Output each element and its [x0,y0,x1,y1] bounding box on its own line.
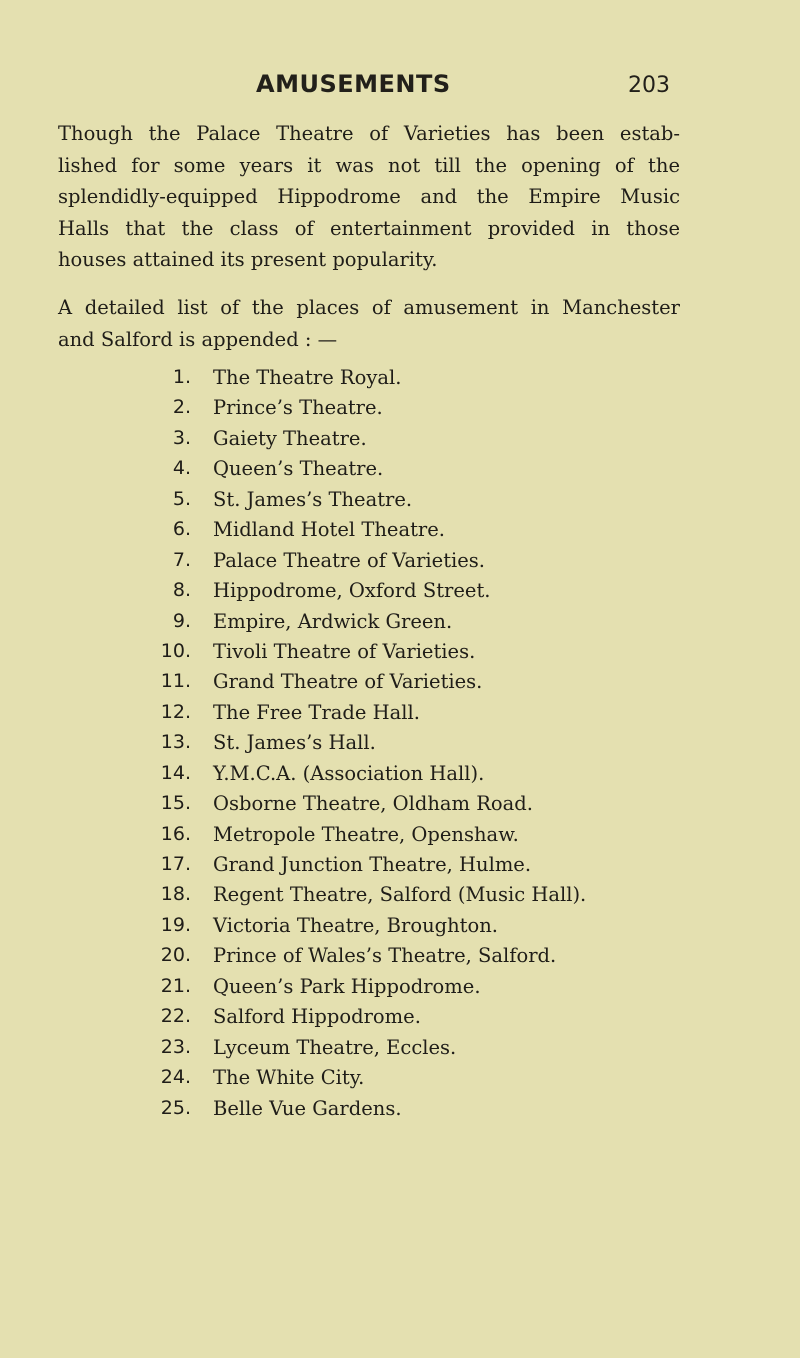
list-item-number: 5. [172,487,191,510]
amusement-list [0,366,800,1127]
list-item [0,610,800,640]
list-item [0,488,800,518]
list-item-number: 14. [160,761,191,784]
running-title: AMUSEMENTS [256,70,451,98]
list-item-name: St. James’s Theatre. [213,487,413,511]
list-item-name: Regent Theatre, Salford (Music Hall). [213,883,587,907]
list-item [0,366,800,396]
list-item-number: 1. [172,366,191,388]
list-item [0,975,800,1005]
page-number: 203 [628,73,670,98]
list-item-name: Grand Junction Theatre, Hulme. [213,853,532,876]
paragraph-line: A detailed list of the places of amusement in Manchester [58,296,680,319]
list-item-number: 6. [172,518,191,541]
list-item-name: The White City. [213,1066,365,1090]
list-item-name: Empire, Ardwick Green. [213,609,453,633]
list-item-name: Metropole Theatre, Openshaw. [213,822,519,846]
list-item [0,731,800,761]
list-item [0,1097,800,1127]
list-item-name: Hippodrome, Oxford Street. [213,579,491,603]
paragraph-line: lished for some years it was not till the opening of the [58,153,680,177]
list-item-number: 10. [160,639,191,662]
list-item-number: 8. [172,579,191,602]
list-item [0,1005,800,1035]
list-item-name: Gaiety Theatre. [213,426,367,450]
list-item [0,457,800,487]
list-item [0,914,800,944]
paragraph-intro [58,118,680,276]
list-item [0,701,800,731]
list-item-number: 7. [172,548,191,571]
list-item-name: Lyceum Theatre, Eccles. [213,1035,457,1059]
list-item-number: 19. [160,913,191,936]
list-item-name: Palace Theatre of Varieties. [213,548,486,572]
list-item-name: The Free Trade Hall. [213,700,420,724]
list-item-number: 11. [160,670,191,693]
list-item [0,823,800,853]
list-item-name: Queen’s Theatre. [213,457,384,481]
paragraph-list-intro [58,292,680,355]
page-header [0,70,800,110]
list-item [0,1066,800,1096]
list-item-number: 12. [160,700,191,723]
list-item [0,762,800,792]
list-item [0,792,800,822]
list-item-number: 2. [172,396,191,419]
list-item-name: Belle Vue Gardens. [213,1096,402,1120]
list-item [0,1036,800,1066]
paragraph-line: Though the Palace Theatre of Varieties has been estab- [58,122,680,145]
paragraph-line: Halls that the class of entertainment provided in those [58,216,680,240]
list-item [0,853,800,883]
list-item-name: Midland Hotel Theatre. [213,518,445,542]
list-item-name: Tivoli Theatre of Varieties. [213,639,476,663]
list-item-number: 13. [160,731,191,754]
paragraph-line: and Salford is appended : — [58,327,338,351]
list-item-name: Grand Theatre of Varieties. [213,670,483,694]
list-item [0,549,800,579]
list-item-number: 15. [160,792,191,815]
list-item-name: Prince’s Theatre. [213,396,383,420]
list-item-name: Y.M.C.A. (Association Hall). [213,761,485,785]
list-item-name: St. James’s Hall. [213,731,376,755]
list-item-number: 17. [160,853,191,875]
list-item-number: 24. [160,1066,191,1089]
list-item [0,579,800,609]
list-item-name: Victoria Theatre, Broughton. [213,913,499,937]
paragraph-line: houses attained its present popularity. [58,248,438,271]
list-item-number: 9. [172,609,191,632]
list-item-number: 23. [160,1035,191,1058]
list-item-number: 18. [160,883,191,906]
list-item [0,883,800,913]
list-item-name: Queen’s Park Hippodrome. [213,974,481,998]
list-item [0,944,800,974]
list-item [0,396,800,426]
list-item-name: Prince of Wales’s Theatre, Salford. [213,944,557,968]
list-item-number: 21. [160,974,191,997]
list-item-name: Salford Hippodrome. [213,1005,421,1029]
list-item [0,640,800,670]
list-item-number: 3. [172,426,191,449]
paragraph-line: splendidly-equipped Hippodrome and the Empire Music [58,185,680,208]
list-item-number: 16. [160,822,191,845]
list-item-number: 4. [172,457,191,480]
list-item-number: 25. [160,1096,191,1119]
list-item-number: 20. [160,944,191,967]
list-item-name: Osborne Theatre, Oldham Road. [213,792,533,816]
list-item [0,670,800,700]
list-item [0,518,800,548]
list-item [0,427,800,457]
list-item-number: 22. [160,1005,191,1028]
list-item-name: The Theatre Royal. [213,366,402,389]
